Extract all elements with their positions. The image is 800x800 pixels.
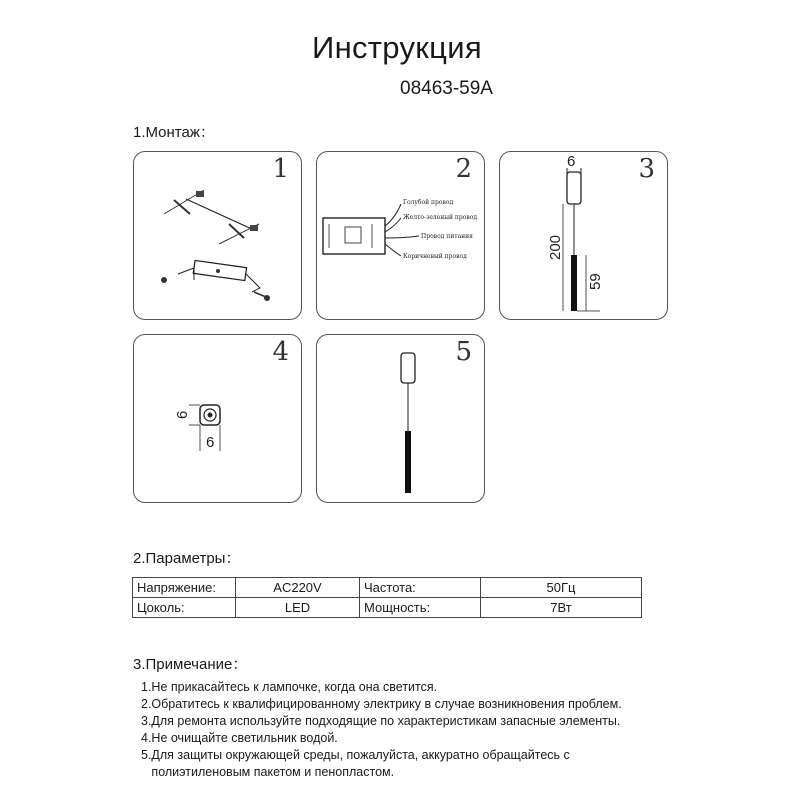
list-item: 3.Для ремонта используйте подходящие по характеристикам запасные элементы. <box>141 714 621 728</box>
section-notes-heading: 3.Примечание： <box>133 656 248 673</box>
step-number-1: 1 <box>272 154 289 184</box>
list-item: 2.Обратитесь к квалифицированному электрику в случае возникновения проблем. <box>141 697 622 711</box>
socket-label: Цоколь: <box>133 598 236 618</box>
frequency-value: 50Гц <box>481 578 642 598</box>
panel-step-5 <box>316 334 485 503</box>
voltage-value: AC220V <box>236 578 360 598</box>
frequency-label: Частота: <box>360 578 481 598</box>
wire-label-yellow-green: Желто-зеленый провод <box>403 214 478 221</box>
panel-step-4 <box>133 334 302 503</box>
ceiling-mount-illustration <box>134 152 301 319</box>
parameters-table <box>132 577 642 618</box>
dim-tube-label: 59 <box>587 273 604 290</box>
table-row <box>133 598 642 618</box>
dimension-drawing <box>500 152 667 319</box>
step-number-3: 3 <box>638 154 655 184</box>
list-item: 4.Не очищайте светильник водой. <box>141 731 338 745</box>
voltage-label: Напряжение: <box>133 578 236 598</box>
step-number-2: 2 <box>455 154 472 184</box>
power-label: Мощность: <box>360 598 481 618</box>
notes-list <box>141 679 622 781</box>
wire-labels <box>317 152 484 319</box>
dim-length-label: 200 <box>547 234 564 260</box>
wire-label-power: Провод питания <box>421 233 473 240</box>
step-number-4: 4 <box>272 337 289 367</box>
section-mounting-heading: 1.Монтаж： <box>133 124 215 141</box>
table-row <box>133 578 642 598</box>
list-item: 5.Для защиты окружающей среды, пожалуйста, аккуратно обращайтесь с <box>141 748 570 762</box>
panel-step-2 <box>316 151 485 320</box>
list-item: 1.Не прикасайтесь к лампочке, когда она светится. <box>141 680 438 694</box>
power-value: 7Вт <box>481 598 642 618</box>
dim-height-label: 6 <box>174 410 191 419</box>
panel-step-3 <box>499 151 668 320</box>
dim-width-label: 6 <box>567 153 576 170</box>
model-number: 08463-59A <box>400 78 493 99</box>
mount-base-drawing <box>134 335 301 502</box>
document-title: Инструкция <box>312 30 482 65</box>
socket-value: LED <box>236 598 360 618</box>
list-item: полиэтиленовым пакетом и пенопластом. <box>141 765 395 779</box>
wire-label-blue: Голубой провод <box>403 199 454 206</box>
section-parameters-heading: 2.Параметры： <box>133 550 241 567</box>
installed-lamp-illustration <box>317 335 484 502</box>
step-number-5: 5 <box>455 337 472 367</box>
wire-label-brown: Коричневый провод <box>403 253 467 260</box>
dim-width-label-4: 6 <box>206 434 215 451</box>
panel-step-1 <box>133 151 302 320</box>
